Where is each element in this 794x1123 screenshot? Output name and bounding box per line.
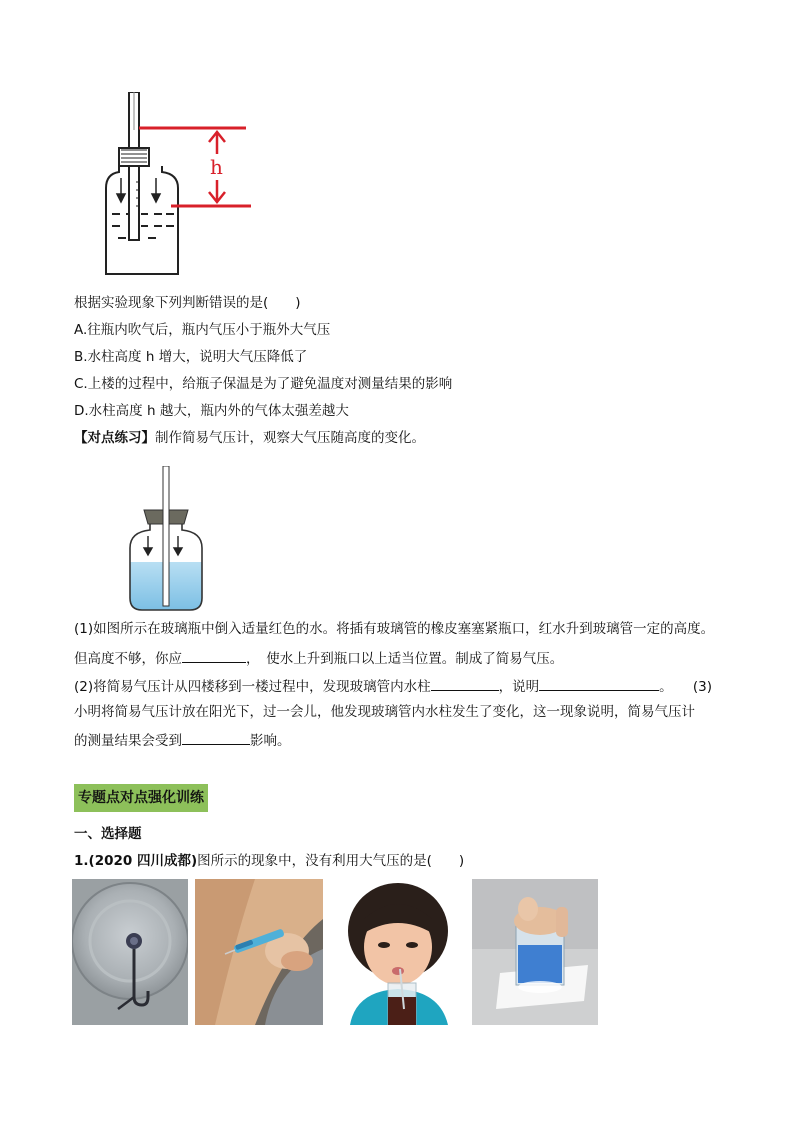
section-title-banner: 专题点对点强化训练	[74, 784, 208, 812]
inverted-cup-paper-photo[interactable]	[472, 879, 598, 1025]
syringe-injection-photo[interactable]	[195, 879, 323, 1025]
bottle-outline	[106, 166, 178, 274]
part2-text-d: 的测量结果会受到	[74, 733, 182, 749]
part1-text-a: 但高度不够，你应	[74, 651, 182, 667]
question-1-text: 图所示的现象中，没有利用大气压的是( )	[197, 853, 465, 869]
practice-line	[74, 429, 425, 447]
part2-text-a: (2)将简易气压计从四楼移到一楼过程中，发现玻璃管内水柱	[74, 679, 431, 695]
part2-text-e: 影响。	[250, 733, 291, 749]
answer-blank-2[interactable]	[431, 676, 499, 691]
part1-line1: (1)如图所示在玻璃瓶中倒入适量红色的水。将插有玻璃管的橡皮塞塞紧瓶口，红水升到玻璃管一定的高度。	[74, 621, 715, 637]
part2-line1	[74, 676, 712, 696]
option-c[interactable]: C.上楼的过程中，给瓶子保温是为了避免温度对测量结果的影响	[74, 376, 453, 392]
question-1-source: (2020 四川成都)	[88, 853, 198, 869]
barometer-figure-1	[96, 92, 256, 278]
subsection-heading: 一、选择题	[74, 826, 142, 842]
suction-cup-photo[interactable]	[72, 879, 188, 1025]
practice-tag: 【对点练习】	[74, 430, 155, 446]
part2-text-b: ，说明	[498, 679, 540, 695]
question-intro: 根据实验现象下列判断错误的是( )	[74, 295, 301, 311]
question-1	[74, 852, 464, 870]
glass-tube	[163, 466, 169, 606]
part2-line2: 小明将简易气压计放在阳光下，过一会儿，他发现玻璃管内水柱发生了变化，这一现象说明，简易气压计	[74, 704, 695, 720]
question-1-number: 1.	[74, 853, 89, 869]
option-a[interactable]: A.往瓶内吹气后，瓶内气压小于瓶外大气压	[74, 322, 331, 338]
rubber-stopper	[119, 148, 149, 166]
height-label: h	[210, 155, 223, 179]
part1-line2	[74, 648, 563, 668]
part2-line3	[74, 730, 291, 750]
answer-blank-1[interactable]	[182, 648, 246, 663]
practice-text: 制作简易气压计，观察大气压随高度的变化。	[155, 430, 425, 446]
answer-blank-4[interactable]	[182, 730, 250, 745]
barometer-figure-2	[126, 466, 206, 614]
option-b[interactable]: B.水柱高度 h 增大，说明大气压降低了	[74, 349, 308, 365]
option-d[interactable]: D.水柱高度 h 越大，瓶内外的气体太强差越大	[74, 403, 349, 419]
drinking-straw-photo[interactable]	[336, 879, 462, 1025]
answer-blank-3[interactable]	[539, 676, 659, 691]
part2-text-c: 。 (3)	[659, 679, 712, 695]
part1-text-b: ， 使水上升到瓶口以上适当位置。制成了简易气压。	[246, 651, 564, 667]
